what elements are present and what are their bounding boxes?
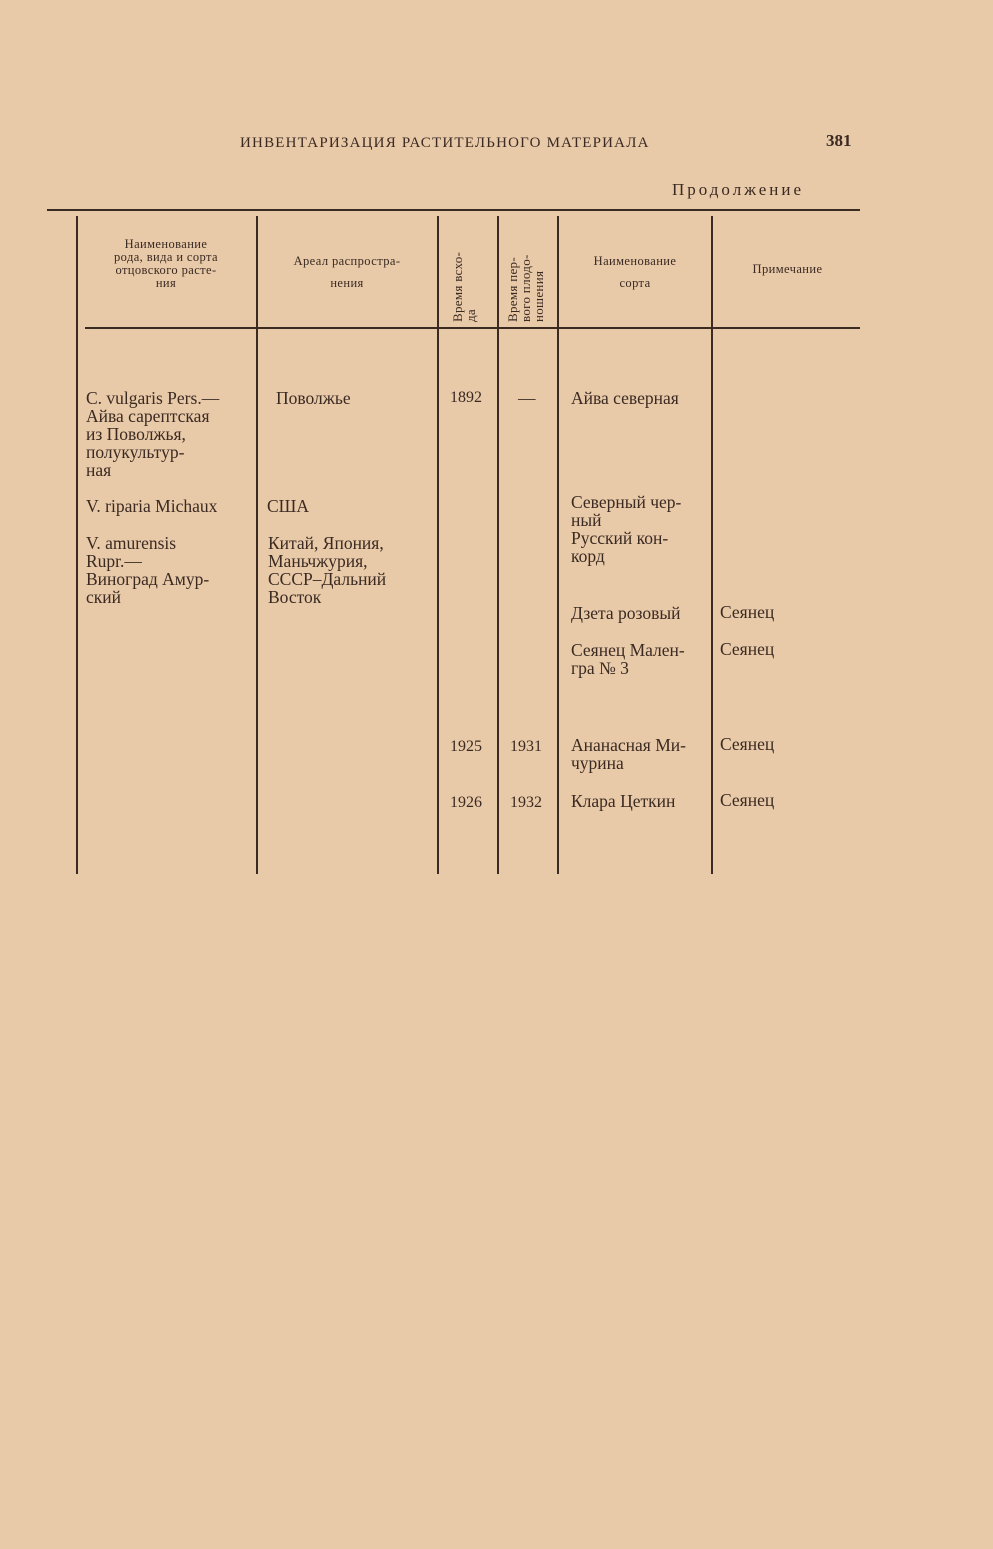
column-divider — [256, 216, 258, 874]
column-header-note: Примечание — [752, 262, 823, 276]
cell-emergence: 1892 — [450, 389, 482, 406]
cell-area: США — [267, 496, 309, 516]
table-header-rule — [85, 327, 860, 329]
cell-fruiting: — — [518, 388, 536, 408]
column-header-fruiting: Время пер- вого плодо- ношения — [505, 254, 546, 322]
column-divider — [557, 216, 559, 874]
cell-genus: V. amurensis Rupr.— Виноград Амур- ский — [86, 533, 210, 607]
cell-note: Сеянец — [720, 734, 775, 754]
column-divider — [711, 216, 713, 874]
table-top-rule — [47, 209, 860, 211]
column-divider — [76, 216, 78, 874]
column-header-area: Ареал распростра- нения — [293, 254, 401, 290]
cell-variety: Сеянец Мален- гра № 3 — [571, 640, 685, 678]
cell-fruiting: 1932 — [510, 794, 542, 811]
cell-area: Китай, Япония, Маньчжурия, СССР–Дальний Восток — [268, 533, 387, 607]
cell-note: Сеянец — [720, 602, 775, 622]
page-number: 381 — [826, 131, 852, 150]
cell-variety: Клара Цеткин — [571, 791, 676, 811]
column-header-genus: Наименование рода, вида и сорта отцовского расте- ния — [114, 237, 218, 290]
column-header-emergence: Время всхо- да — [450, 251, 478, 322]
cell-emergence: 1926 — [450, 794, 482, 811]
cell-variety: Ананасная Ми- чурина — [571, 735, 686, 773]
cell-variety: Айва северная — [571, 388, 679, 408]
column-header-variety: Наименование сорта — [593, 254, 677, 290]
column-divider — [437, 216, 439, 874]
cell-note: Сеянец — [720, 639, 775, 659]
cell-variety: Дзета розовый — [571, 603, 681, 623]
continuation-label: Продолжение — [672, 180, 805, 199]
cell-note: Сеянец — [720, 790, 775, 810]
cell-fruiting: 1931 — [510, 738, 542, 755]
cell-variety: Северный чер- ный Русский кон- корд — [571, 492, 682, 566]
cell-area: Поволжье — [276, 388, 351, 408]
cell-emergence: 1925 — [450, 738, 482, 755]
cell-genus: C. vulgaris Pers.— Айва сарептская из Поволжья, полукультур- ная — [86, 388, 220, 480]
running-header: ИНВЕНТАРИЗАЦИЯ РАСТИТЕЛЬНОГО МАТЕРИАЛА — [240, 135, 650, 151]
cell-genus: V. riparia Michaux — [86, 496, 218, 516]
column-divider — [497, 216, 499, 874]
